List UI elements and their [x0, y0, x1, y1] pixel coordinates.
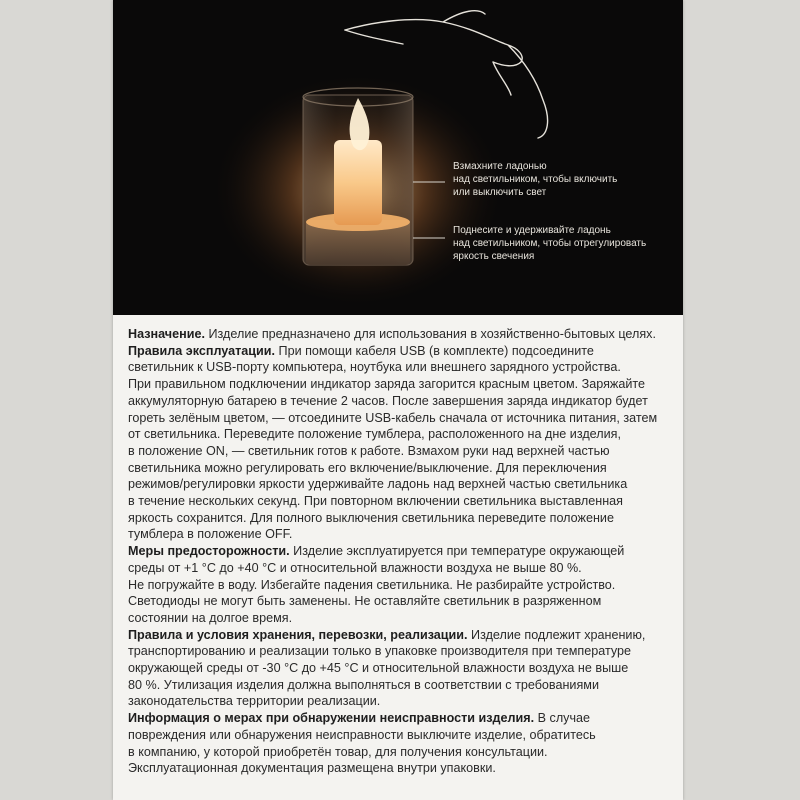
section-heading: Правила эксплуатации.: [128, 343, 276, 358]
text-line: Информация о мерах при обнаружении неисправности изделия. В случае: [128, 711, 591, 726]
text-line: среды от +1 °C до +40 °C и относительной влажности воздуха не выше 80 %.: [128, 560, 582, 575]
callout-line: над светильником, чтобы включить: [453, 174, 618, 185]
text-line: Правила эксплуатации. При помощи кабеля USB (в комплекте) подсоедините: [128, 343, 594, 358]
text-line: гореть зелёным цветом, — отсоедините USB-кабель сначала от источника питания, затем: [128, 410, 658, 425]
text-line: повреждения или обнаружения неисправности выключите изделие, обратитесь: [128, 727, 596, 742]
callout-line: Поднесите и удерживайте ладонь: [453, 225, 611, 236]
section-heading: Правила и условия хранения, перевозки, реализации.: [128, 627, 468, 642]
text-line: Светодиоды не могут быть заменены. Не оставляйте светильник в разряженном: [128, 594, 602, 609]
text-line: Назначение. Изделие предназначено для использования в хозяйственно-бытовых целях.: [128, 327, 656, 341]
instructions-text: [128, 326, 673, 777]
text-line: При правильном подключении индикатор заряда загорится красным цветом. Заряжайте: [128, 377, 646, 392]
text-line: Правила и условия хранения, перевозки, реализации. Изделие подлежит хранению,: [128, 627, 646, 642]
callout-toggle: [453, 160, 673, 199]
callout-line: над светильником, чтобы отрегулировать: [453, 238, 647, 249]
product-photo: [113, 0, 683, 315]
text-line: законодательства территории реализации.: [128, 694, 381, 709]
section-purpose: [128, 326, 673, 343]
section-heading: Информация о мерах при обнаружении неисправности изделия.: [128, 711, 535, 726]
text-line: яркость сохранится. Для полного выключения светильника переведите положение: [128, 510, 614, 525]
section-operation: [128, 343, 673, 543]
callout-line: яркость свечения: [453, 251, 535, 262]
text-line: состоянии на долгое время.: [128, 610, 293, 625]
text-line: Эксплуатационная документация размещена внутри упаковки.: [128, 761, 496, 776]
text-line: транспортированию и реализации только в упаковке производителя при температуре: [128, 644, 632, 659]
callout-brightness: [453, 224, 673, 263]
text-line: светильник к USB-порту компьютера, ноутбука или внешнего зарядного устройства.: [128, 360, 621, 375]
text-line: окружающей среды от -30 °C до +45 °C и относительной влажности воздуха не выше: [128, 661, 629, 676]
text-line: Не погружайте в воду. Избегайте падения светильника. Не разбирайте устройство.: [128, 577, 616, 592]
instruction-card: [113, 0, 683, 800]
section-precautions: [128, 543, 673, 627]
text-line: от светильника. Переведите положение тумблера, расположенного на дне изделия,: [128, 427, 621, 442]
callout-line: Взмахните ладонью: [453, 161, 547, 172]
section-storage: [128, 627, 673, 711]
section-heading: Меры предосторожности.: [128, 544, 290, 559]
text-line: тумблера в положение OFF.: [128, 527, 293, 542]
section-malfunction: [128, 710, 673, 777]
text-line: в компанию, у которой приобретён товар, для получения консультации.: [128, 744, 548, 759]
text-line: в положение ON, — светильник готов к работе. Взмахом руки над верхней частью: [128, 443, 610, 458]
text-line: Меры предосторожности. Изделие эксплуатируется при температуре окружающей: [128, 544, 625, 559]
candle-lamp-illustration: [113, 0, 683, 315]
section-heading: Назначение.: [128, 327, 205, 341]
callout-line: или выключить свет: [453, 187, 547, 198]
text-line: аккумуляторную батарею в течение 2 часов. После завершения заряда индикатор будет: [128, 393, 648, 408]
text-line: 80 %. Утилизация изделия должна выполняться в соответствии с требованиями: [128, 677, 599, 692]
text-line: светильника можно регулировать его включение/выключение. Для переключения: [128, 460, 607, 475]
text-line: режимов/регулировки яркости удерживайте ладонь над верхней частью светильника: [128, 477, 628, 492]
text-line: в течение нескольких секунд. При повторном включении светильника выставленная: [128, 494, 623, 509]
